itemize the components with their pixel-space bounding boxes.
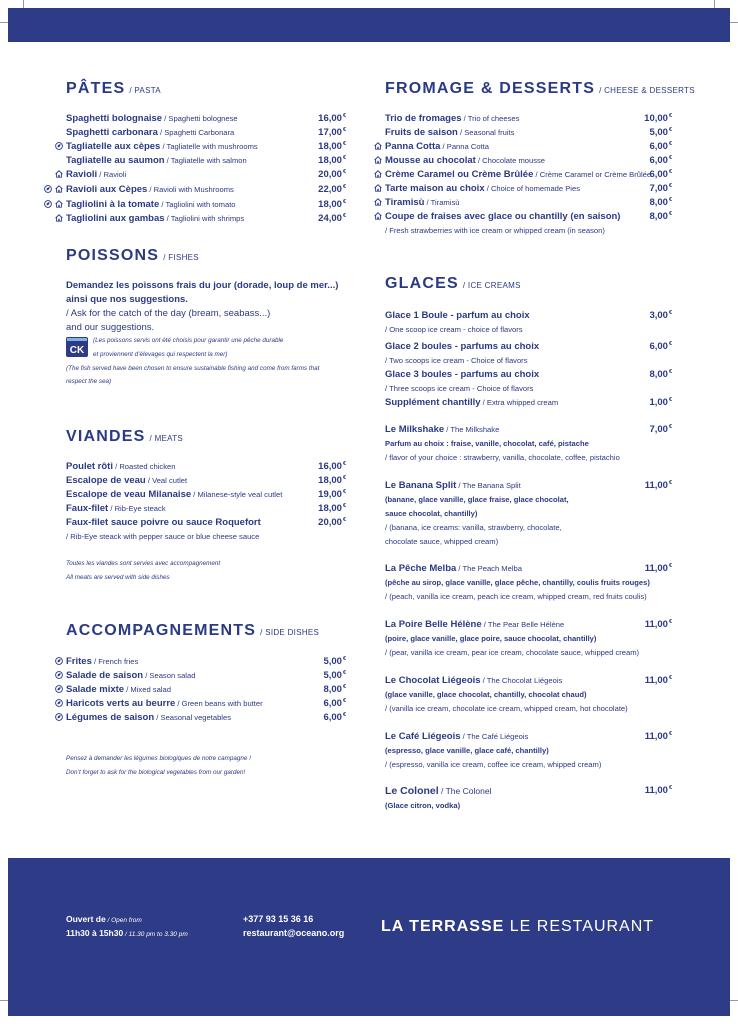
item-description: (Glace citron, vodka) — [385, 801, 461, 810]
menu-item: Faux-filet sauce poivre ou sauce Roquefort — [66, 517, 261, 528]
menu-item: La Poire Belle Hélène / The Pear Belle Hélène — [385, 619, 565, 630]
price: 8,00€ — [649, 211, 672, 222]
menu-item: Trio de fromages / Trio of cheeses — [385, 113, 520, 124]
heading: POISSONS — [66, 247, 160, 264]
item-description: (banane, glace vanille, glace fraise, glace chocolat, — [385, 495, 569, 504]
item-translation: / (pear, vanilla ice cream, pear ice cream, chocolate sauce, whipped cream) — [385, 648, 640, 657]
homemade-house-icon — [374, 184, 382, 192]
vegetarian-leaf-icon — [55, 699, 63, 707]
menu-item: Spaghetti carbonara / Spaghetti Carbonara — [66, 127, 235, 138]
menu-item: Supplément chantilly / Extra whipped cream — [385, 397, 559, 408]
ocean-label-logo — [66, 337, 88, 357]
item-description: (poire, glace vanille, glace poire, sauce chocolat, chantilly) — [385, 634, 597, 643]
homemade-house-icon — [374, 156, 382, 164]
price: 5,00€ — [323, 656, 346, 667]
heading: FROMAGE & DESSERTS — [385, 80, 596, 97]
price: 16,00€ — [318, 461, 346, 472]
top-banner — [8, 8, 730, 42]
menu-item: Tiramisù / Tiramisù — [374, 197, 459, 208]
item-translation: / (peach, vanilla ice cream, peach ice cream, whipped cream, red fruits coulis) — [385, 592, 647, 601]
menu-item: Escalope de veau Milanaise / Milanese-style veal cutlet — [66, 489, 283, 500]
meat-note: Toutes les viandes sont servies avec accompagnement — [66, 560, 221, 567]
homemade-house-icon — [55, 185, 63, 193]
price: 17,00€ — [318, 127, 346, 138]
heading: VIANDES — [66, 428, 146, 445]
section-title-pates — [66, 80, 161, 98]
heading-sub: / PASTA — [129, 86, 161, 95]
menu-item: Ravioli / Ravioli — [55, 169, 126, 180]
menu-item: Tagliolini aux gambas / Tagliolini with shrimps — [55, 213, 244, 224]
menu-item: Haricots verts au beurre / Green beans with butter — [55, 698, 263, 709]
price: 5,00€ — [323, 670, 346, 681]
price: 5,00€ — [649, 127, 672, 138]
menu-item: Tagliatelle aux cèpes / Tagliatelle with mushrooms — [55, 141, 258, 152]
heading-sub: / FISHES — [163, 253, 199, 262]
item-translation: chocolate sauce, whipped cream) — [385, 537, 499, 546]
price: 8,00€ — [323, 684, 346, 695]
fish-note: (The fish served have been chosen to ensure sustainable fishing and come from farms that — [66, 365, 320, 372]
vegetarian-leaf-icon — [55, 685, 63, 693]
menu-item: Frites / French fries — [55, 656, 138, 667]
heading: PÂTES — [66, 80, 126, 97]
price: 11,00€ — [644, 563, 672, 574]
side-note: Don’t forget to ask for the biological vegetables from our garden! — [66, 769, 246, 776]
item-translation: / Two scoops ice cream - Choice of flavors — [385, 356, 528, 365]
item-translation: / One scoop ice cream - choice of flavors — [385, 325, 523, 334]
heading-sub: / SIDE DISHES — [260, 628, 320, 637]
price: 6,00€ — [649, 169, 672, 180]
fish-note: respect the sea) — [66, 378, 112, 385]
vegetarian-leaf-icon — [55, 671, 63, 679]
side-note: Pensez à demander les légumes biologiques de notre campagne ! — [66, 755, 251, 762]
section-title-fromage-desserts — [385, 80, 695, 98]
homemade-house-icon — [55, 200, 63, 208]
section-title-glaces — [385, 275, 521, 293]
price: 6,00€ — [323, 698, 346, 709]
homemade-house-icon — [55, 170, 63, 178]
fish-note: (Les poissons servis ont été choisis pour garantir une pêche durable — [93, 337, 284, 344]
price: 18,00€ — [318, 199, 346, 210]
price: 18,00€ — [318, 475, 346, 486]
item-translation: / flavor of your choice : strawberry, vanilla, chocolate, coffee, pistachio — [385, 453, 620, 462]
vegetarian-leaf-icon — [44, 200, 52, 208]
menu-item: Coupe de fraises avec glace ou chantilly (en saison) — [374, 211, 620, 222]
menu-item: Salade de saison / Season salad — [55, 670, 195, 681]
item-translation: / Fresh strawberries with ice cream or whipped cream (in season) — [385, 226, 605, 235]
price: 24,00€ — [318, 213, 346, 224]
menu-item: Le Café Liégeois / The Café Liégeois — [385, 731, 529, 742]
menu-item: La Pêche Melba / The Peach Melba — [385, 563, 522, 574]
item-description: (pêche au sirop, glace vanille, glace pêche, chantilly, coulis fruits rouges) — [385, 578, 650, 587]
price: 20,00€ — [318, 517, 346, 528]
fish-text: Demandez les poissons frais du jour (dorade, loup de mer...) — [66, 280, 339, 291]
fish-text-translation: and our suggestions. — [66, 322, 155, 333]
price: 8,00€ — [649, 369, 672, 380]
menu-item: Glace 2 boules - parfums au choix — [385, 341, 540, 352]
price: 18,00€ — [318, 141, 346, 152]
menu-item: Tagliatelle au saumon / Tagliatelle with salmon — [66, 155, 247, 166]
menu-item: Crème Caramel ou Crème Brûlée / Crème Caramel or Crème Brûlée — [374, 169, 651, 180]
price: 19,00€ — [318, 489, 346, 500]
price: 6,00€ — [649, 141, 672, 152]
heading: ACCOMPAGNEMENTS — [66, 622, 257, 639]
price: 11,00€ — [644, 785, 672, 796]
price: 7,00€ — [649, 183, 672, 194]
menu-item: Le Milkshake / The Milkshake — [385, 424, 500, 435]
price: 22,00€ — [318, 184, 346, 195]
opening-hours: 11h30 à 15h30 / 11.30 pm to 3.30 pm — [66, 928, 188, 938]
menu-item: Spaghetti bolognaise / Spaghetti bolognese — [66, 113, 238, 124]
menu-item: Faux-filet / Rib-Eye steack — [66, 503, 166, 514]
homemade-house-icon — [374, 170, 382, 178]
menu-item: Mousse au chocolat / Chocolate mousse — [374, 155, 545, 166]
vegetarian-leaf-icon — [55, 713, 63, 721]
menu-item: Le Banana Split / The Banana Split — [385, 480, 521, 491]
menu-item: Fruits de saison / Seasonal fruits — [385, 127, 515, 138]
item-translation: / (espresso, vanilla ice cream, coffee ice cream, whipped cream) — [385, 760, 602, 769]
menu-item: Escalope de veau / Veal cutlet — [66, 475, 188, 486]
item-description: Parfum au choix : fraise, vanille, chocolat, café, pistache — [385, 439, 589, 448]
price: 6,00€ — [649, 155, 672, 166]
opening-label: Ouvert de / Open from — [66, 914, 142, 924]
menu-item: Glace 3 boules - parfums au choix — [385, 369, 540, 380]
homemade-house-icon — [374, 142, 382, 150]
item-translation: / Rib-Eye steack with pepper sauce or blue cheese sauce — [66, 532, 260, 541]
price: 16,00€ — [318, 113, 346, 124]
section-title-accompagnements — [66, 622, 319, 640]
menu-item: Poulet rôti / Roasted chicken — [66, 461, 176, 472]
menu-item: Le Colonel / The Colonel — [385, 785, 492, 797]
item-description: (glace vanille, glace chocolat, chantilly, chocolat chaud) — [385, 690, 587, 699]
homemade-house-icon — [374, 198, 382, 206]
fish-note: et proviennent d’élevages qui respectent la mer) — [93, 351, 228, 358]
item-description: sauce chocolat, chantilly) — [385, 509, 478, 518]
menu-item: Panna Cotta / Panna Cotta — [374, 141, 489, 152]
menu-item: Tarte maison au choix / Choice of homemade Pies — [374, 183, 580, 194]
item-translation: / (banana, ice creams: vanilla, strawberry, chocolate, — [385, 523, 562, 532]
fish-text: ainsi que nos suggestions. — [66, 294, 188, 305]
menu-item: Glace 1 Boule - parfum au choix — [385, 310, 530, 321]
price: 8,00€ — [649, 197, 672, 208]
price: 11,00€ — [644, 675, 672, 686]
item-translation: / (vanilla ice cream, chocolate ice cream, whipped cream, hot chocolate) — [385, 704, 628, 713]
heading: GLACES — [385, 275, 459, 292]
vegetarian-leaf-icon — [55, 142, 63, 150]
price: 18,00€ — [318, 155, 346, 166]
section-title-poissons — [66, 247, 199, 265]
heading-sub: / ICE CREAMS — [462, 281, 521, 290]
heading-sub: / CHEESE & DESSERTS — [599, 86, 695, 95]
price: 11,00€ — [644, 619, 672, 630]
menu-item: Ravioli aux Cèpes / Ravioli with Mushrooms — [44, 184, 234, 195]
heading-sub: / MEATS — [149, 434, 184, 443]
menu-item: Salade mixte / Mixed salad — [55, 684, 171, 695]
email-link[interactable]: restaurant@oceano.org — [243, 928, 345, 938]
fish-text-translation: / Ask for the catch of the day (bream, seabass...) — [66, 308, 271, 319]
homemade-house-icon — [55, 214, 63, 222]
svg-text:CK: CK — [69, 345, 85, 356]
item-description: (espresso, glace vanille, glace café, chantilly) — [385, 746, 549, 755]
price: 18,00€ — [318, 503, 346, 514]
price: 3,00€ — [649, 310, 672, 321]
menu-item: Tagliolini à la tomate / Tagliolini with tomato — [44, 199, 236, 210]
price: 10,00€ — [644, 113, 672, 124]
vegetarian-leaf-icon — [44, 185, 52, 193]
restaurant-brand: LA TERRASSE LE RESTAURANT — [381, 918, 655, 935]
price: 6,00€ — [649, 341, 672, 352]
vegetarian-leaf-icon — [55, 657, 63, 665]
price: 11,00€ — [644, 731, 672, 742]
menu-item: Légumes de saison / Seasonal vegetables — [55, 712, 231, 723]
homemade-house-icon — [374, 212, 382, 220]
price: 7,00€ — [649, 424, 672, 435]
meat-note: All meats are served with side dishes — [66, 574, 170, 581]
price: 1,00€ — [649, 397, 672, 408]
section-title-viandes — [66, 428, 183, 446]
phone-number[interactable]: +377 93 15 36 16 — [243, 914, 314, 924]
menu-item: Le Chocolat Liégeois / The Chocolat Liégeois — [385, 675, 563, 686]
item-translation: / Three scoops ice cream - Choice of flavors — [385, 384, 534, 393]
price: 6,00€ — [323, 712, 346, 723]
price: 20,00€ — [318, 169, 346, 180]
price: 11,00€ — [644, 480, 672, 491]
